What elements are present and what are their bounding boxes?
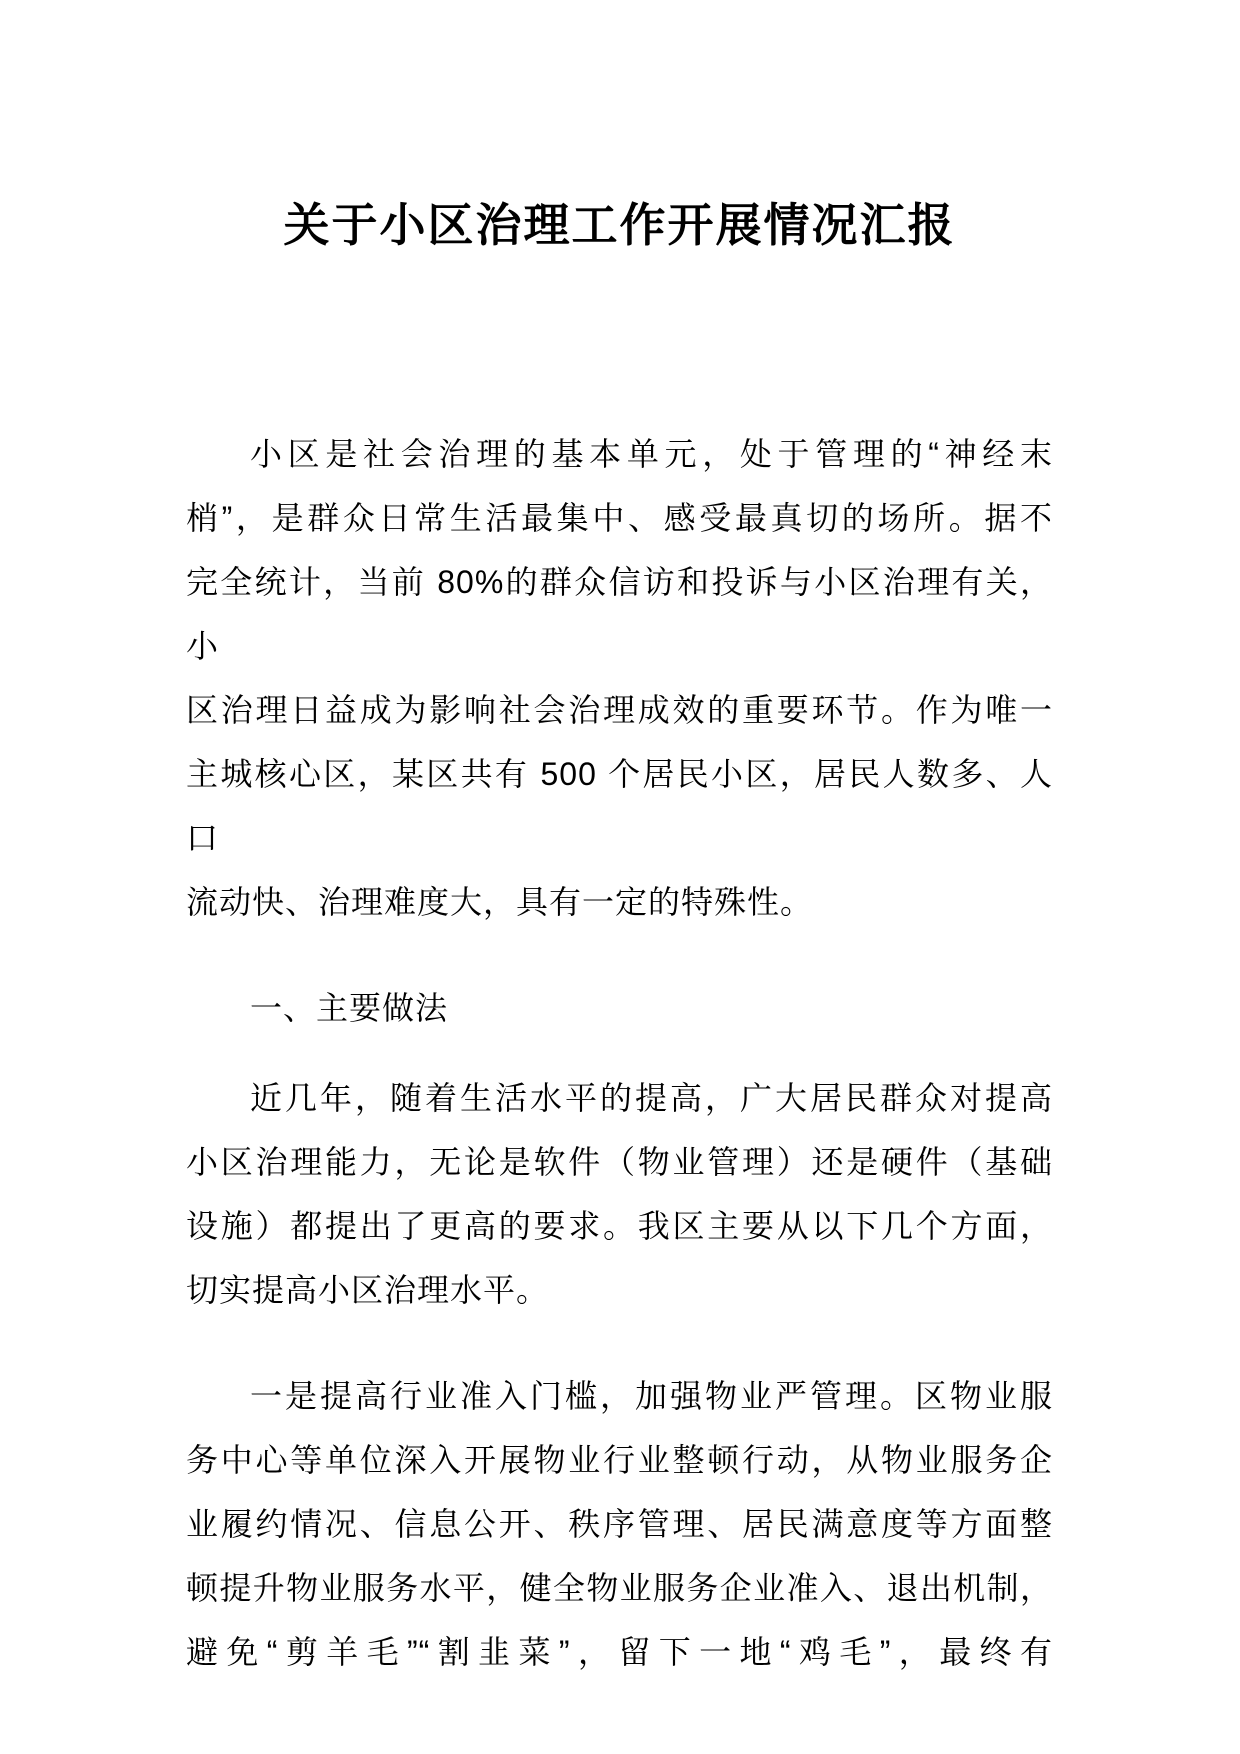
text-line: 务中心等单位深入开展物业行业整顿行动，从物业服务企: [186, 1442, 1053, 1478]
section-heading-1: [186, 976, 1053, 1040]
text-line: 梢”，是群众日常生活最集中、感受最真切的场所。据不: [186, 500, 1053, 536]
text-line: 一、主要做法: [250, 990, 449, 1026]
text-line: 小区是社会治理的基本单元，处于管理的“神经末: [250, 436, 1053, 472]
text-line: 近几年，随着生活水平的提高，广大居民群众对提高: [250, 1080, 1053, 1116]
text-line: 流动快、治理难度大，具有一定的特殊性。: [186, 884, 814, 920]
text-line: 设施）都提出了更高的要求。我区主要从以下几个方面，: [186, 1208, 1053, 1244]
text-line: 主城核心区，某区共有 500 个居民小区，居民人数多、人口: [186, 756, 1053, 856]
paragraph-intro: [186, 422, 1053, 934]
text-line: 完全统计，当前 80%的群众信访和投诉与小区治理有关，小: [186, 564, 1053, 664]
text-line: 小区治理能力，无论是软件（物业管理）还是硬件（基础: [186, 1144, 1053, 1180]
text-line: 顿提升物业服务水平，健全物业服务企业准入、退出机制，: [186, 1570, 1053, 1606]
document-body: [186, 422, 1053, 1684]
text-line: 区治理日益成为影响社会治理成效的重要环节。作为唯一: [186, 692, 1053, 728]
paragraph-measure-1: [186, 1364, 1053, 1684]
text-line: 一是提高行业准入门槛，加强物业严管理。区物业服: [250, 1378, 1053, 1414]
document-title: 关于小区治理工作开展情况汇报: [283, 199, 956, 251]
text-line: 业履约情况、信息公开、秩序管理、居民满意度等方面整: [186, 1506, 1053, 1542]
paragraph-overview: [186, 1066, 1053, 1322]
text-line: 避免“剪羊毛”“割韭菜”，留下一地“鸡毛”，最终有: [186, 1634, 1053, 1670]
text-line: 切实提高小区治理水平。: [186, 1272, 550, 1308]
